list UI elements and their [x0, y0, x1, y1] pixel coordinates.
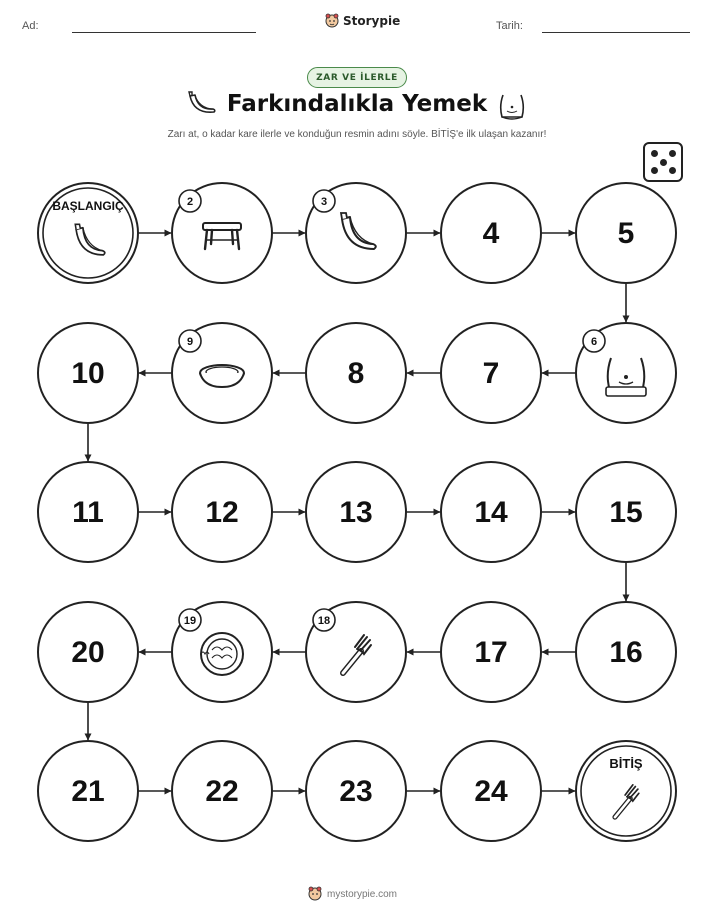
square-10[interactable]: [38, 323, 138, 423]
start-square[interactable]: [38, 183, 138, 283]
belly-icon: [606, 358, 646, 396]
square-number: 22: [205, 775, 239, 808]
square-3[interactable]: [306, 183, 406, 283]
square-number: 12: [205, 496, 239, 529]
square-number-badge: 18: [317, 615, 331, 627]
date-label: Tarih:: [496, 20, 523, 32]
square-21[interactable]: [38, 741, 138, 841]
square-number: 4: [482, 217, 500, 250]
square-number: 14: [474, 496, 508, 529]
square-number-badge: 2: [186, 196, 194, 208]
square-24[interactable]: [441, 741, 541, 841]
finish-square[interactable]: [576, 741, 676, 841]
square-number: 16: [609, 636, 643, 669]
square-number: 23: [339, 775, 373, 808]
square-9[interactable]: [172, 323, 272, 423]
square-16[interactable]: [576, 602, 676, 702]
square-6[interactable]: [576, 323, 676, 423]
square-number: 24: [474, 775, 508, 808]
square-number: 15: [609, 496, 643, 529]
square-number-badge: 9: [186, 336, 194, 348]
name-label: Ad:: [22, 20, 39, 32]
square-number: 5: [617, 217, 635, 250]
page-title: Farkındalıkla Yemek: [226, 91, 488, 117]
brand-name: Storypie: [343, 14, 401, 28]
square-12[interactable]: [172, 462, 272, 562]
square-13[interactable]: [306, 462, 406, 562]
bowl-icon: [200, 365, 244, 387]
square-number-badge: 19: [183, 615, 197, 627]
square-4[interactable]: [441, 183, 541, 283]
square-8[interactable]: [306, 323, 406, 423]
square-18[interactable]: [306, 602, 406, 702]
square-15[interactable]: [576, 462, 676, 562]
square-number: 11: [72, 496, 104, 529]
square-5[interactable]: [576, 183, 676, 283]
square-number: 8: [347, 357, 365, 390]
square-22[interactable]: [172, 741, 272, 841]
square-17[interactable]: [441, 602, 541, 702]
square-14[interactable]: [441, 462, 541, 562]
square-number-badge: 3: [320, 196, 328, 208]
game-type-badge: ZAR VE İLERLE: [307, 67, 407, 88]
square-number: 20: [71, 636, 105, 669]
instructions: Zarı at, o kadar kare ilerle ve konduğun resmin adını söyle. BİTİŞ'e ilk ulaşan kazanır!: [167, 129, 547, 140]
square-number-badge: 6: [590, 336, 598, 348]
finish-label: BİTİŞ: [609, 756, 643, 771]
square-11[interactable]: [38, 462, 138, 562]
square-7[interactable]: [441, 323, 541, 423]
square-19[interactable]: [172, 602, 272, 702]
square-2[interactable]: [172, 183, 272, 283]
square-number: 17: [474, 636, 508, 669]
pie-icon: [201, 633, 243, 675]
footer: [308, 886, 397, 902]
square-number: 10: [71, 357, 105, 390]
square-number: 13: [339, 496, 373, 529]
start-label: BAŞLANGIÇ: [52, 199, 124, 213]
square-20[interactable]: [38, 602, 138, 702]
footer-url: mystorypie.com: [327, 888, 398, 900]
square-23[interactable]: [306, 741, 406, 841]
square-number: 21: [71, 775, 105, 808]
square-number: 7: [482, 357, 500, 390]
mascot-icon: [308, 886, 322, 902]
